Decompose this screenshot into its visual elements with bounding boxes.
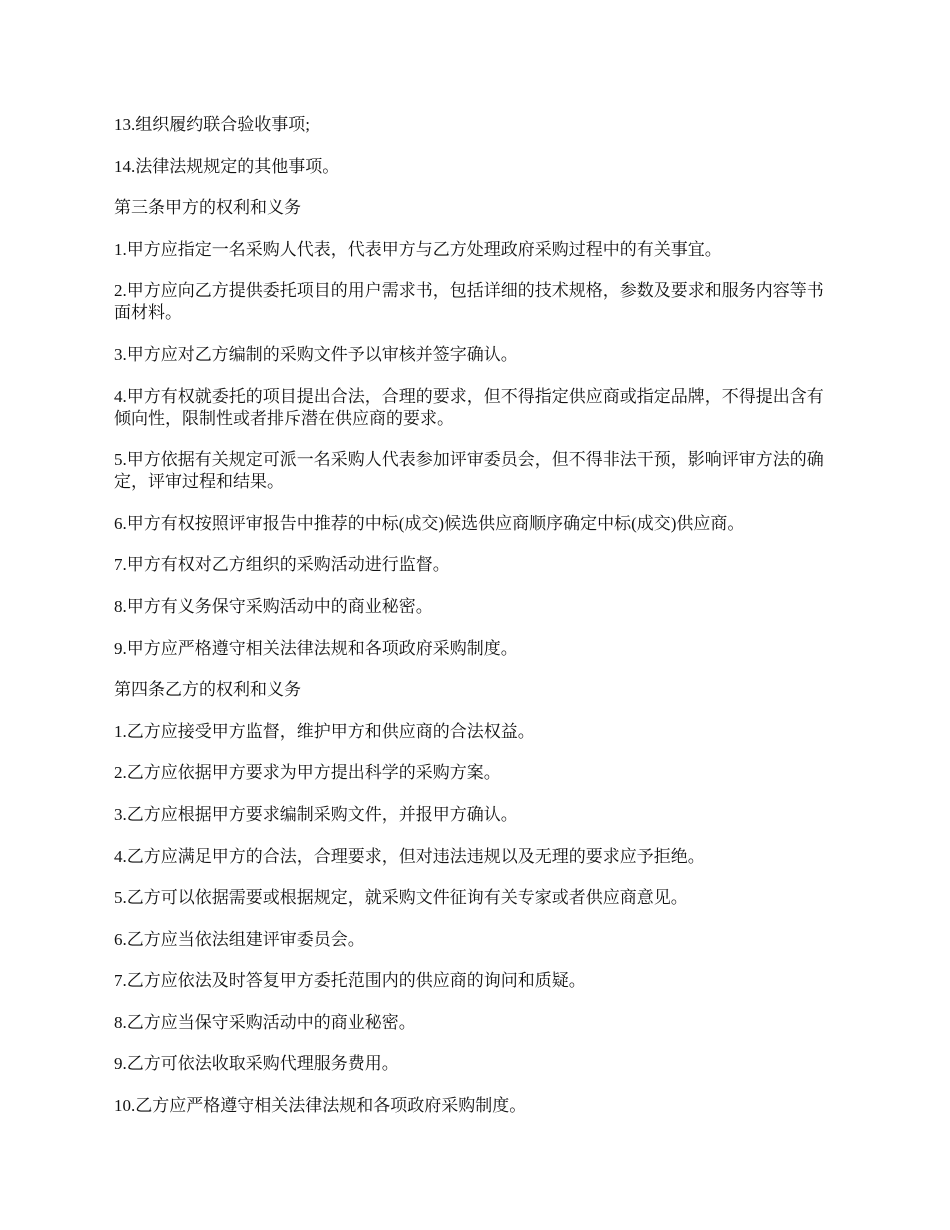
paragraph-party-b-9: 9.乙方可依法收取采购代理服务费用。 <box>114 1054 399 1074</box>
paragraph-party-a-8: 8.甲方有义务保守采购活动中的商业秘密。 <box>114 596 433 616</box>
paragraph-party-a-9: 9.甲方应严格遵守相关法律法规和各项政府采购制度。 <box>114 638 518 658</box>
paragraph-party-a-7: 7.甲方有权对乙方组织的采购活动进行监督。 <box>114 555 450 575</box>
section-heading-article-3: 第三条甲方的权利和义务 <box>114 198 301 218</box>
paragraph-party-b-4: 4.乙方应满足甲方的合法，合理要求，但对违法违规以及无理的要求应予拒绝。 <box>114 846 705 866</box>
paragraph-party-b-2: 2.乙方应依据甲方要求为甲方提出科学的采购方案。 <box>114 763 501 783</box>
paragraph-party-a-5: 5.甲方依据有关规定可派一名采购人代表参加评审委员会，但不得非法干预，影响评审方法的确定，评审过程和结果。 <box>114 450 824 492</box>
paragraph-party-b-5: 5.乙方可以依据需要或根据规定，就采购文件征询有关专家或者供应商意见。 <box>114 888 688 908</box>
paragraph-item-14: 14.法律法规规定的其他事项。 <box>114 156 340 176</box>
paragraph-party-b-6: 6.乙方应当依法组建评审委员会。 <box>114 929 365 949</box>
paragraph-party-b-1: 1.乙方应接受甲方监督，维护甲方和供应商的合法权益。 <box>114 721 535 741</box>
paragraph-party-b-7: 7.乙方应依法及时答复甲方委托范围内的供应商的询问和质疑。 <box>114 971 586 991</box>
paragraph-party-a-2: 2.甲方应向乙方提供委托项目的用户需求书，包括详细的技术规格，参数及要求和服务内容等书面材料。 <box>114 281 824 323</box>
document-body <box>114 114 840 1137</box>
paragraph-item-13: 13.组织履约联合验收事项; <box>114 115 310 134</box>
paragraph-party-b-10: 10.乙方应严格遵守相关法律法规和各项政府采购制度。 <box>114 1096 527 1116</box>
paragraph-party-b-8: 8.乙方应当保守采购活动中的商业秘密。 <box>114 1012 416 1032</box>
paragraph-party-a-4: 4.甲方有权就委托的项目提出合法，合理的要求，但不得指定供应商或指定品牌，不得提出含有倾向性，限制性或者排斥潜在供应商的要求。 <box>114 386 824 428</box>
paragraph-party-a-3: 3.甲方应对乙方编制的采购文件予以审核并签字确认。 <box>114 344 518 364</box>
section-heading-article-4: 第四条乙方的权利和义务 <box>114 680 301 700</box>
paragraph-party-b-3: 3.乙方应根据甲方要求编制采购文件，并报甲方确认。 <box>114 804 518 824</box>
paragraph-party-a-1: 1.甲方应指定一名采购人代表，代表甲方与乙方处理政府采购过程中的有关事宜。 <box>114 239 722 259</box>
paragraph-party-a-6: 6.甲方有权按照评审报告中推荐的中标(成交)候选供应商顺序确定中标(成交)供应商。 <box>114 513 745 533</box>
